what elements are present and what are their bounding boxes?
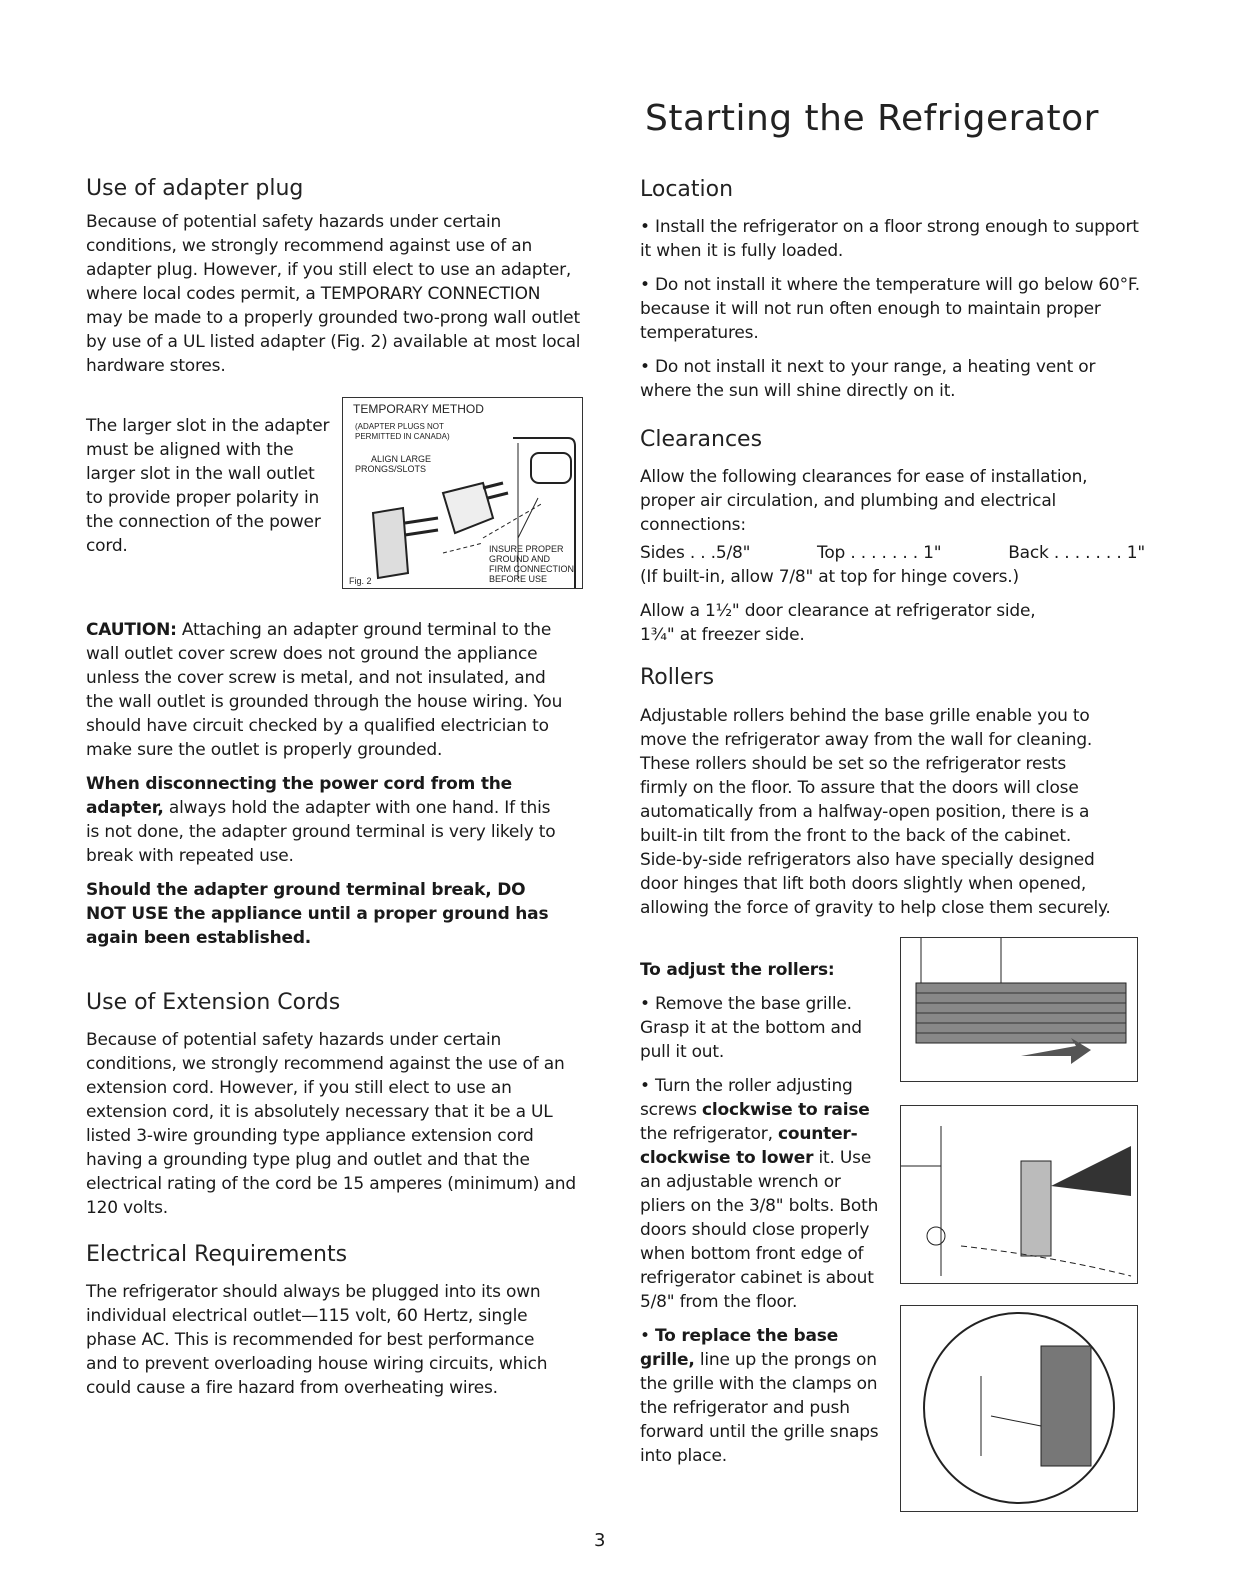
step-text: Remove the base grille. Grasp it at the bottom and pull it out.: [640, 994, 862, 1062]
heading-extension-cords: Use of Extension Cords: [86, 990, 341, 1015]
bullet-text: Do not install it next to your range, a heating vent or where the sun will shine directly on it.: [640, 357, 1096, 401]
figure-note: (ADAPTER PLUGS NOT: [355, 422, 444, 431]
adjust-heading: [640, 958, 890, 982]
clearance-sides: Sides . . .5/8": [640, 543, 751, 563]
heading-rollers: Rollers: [640, 665, 715, 690]
disconnect-paragraph: [86, 772, 566, 868]
step-text: the refrigerator,: [640, 1124, 778, 1144]
clearances-intro: Allow the following clearances for ease of installation, proper air circulation, and plumbing and electrical connections:: [640, 467, 1088, 535]
list-item: • Turn the roller adjusting screws clockwise to raise the refrigerator, counter-clockwise to lower it. Use an adjustable wrench or pliers on the 3/8" bolts. Both doors should close properly when bottom front edge of refrigerator cabinet is about 5/8" from the floor.: [640, 1076, 879, 1312]
figure-label: FIRM CONNECTION: [489, 564, 574, 574]
adapter-paragraph: Because of potential safety hazards under certain conditions, we strongly recommend against use of an adapter plug. However, if you still elect to use an adapter, where local codes permit, a TEMPORARY CONNECTION may be made to a properly grounded two-prong wall outlet by use of a UL listed adapter (Fig. 2) available at most local hardware stores.: [86, 212, 581, 376]
list-item: • Do not install it next to your range, a heating vent or where the sun will shine directly on it.: [640, 357, 1096, 401]
extension-paragraph: Because of potential safety hazards under certain conditions, we strongly recommend against the use of an extension cord. However, if you still elect to use an extension cord, it is absolutely necessary that it be a UL listed 3-wire grounding type appliance extension cord having a grounding type plug and outlet and that the electrical rating of the cord be 15 amperes (minimum) and 120 volts.: [86, 1030, 576, 1218]
rollers-paragraph: Adjustable rollers behind the base grille enable you to move the refrigerator away from the wall for cleaning. These rollers should be set so the refrigerator rests firmly on the floor. To assure that the doors will close automatically from a halfway-open position, there is a built-in tilt from the front to the back of the cabinet. Side-by-side refrigerators also have specially designed door hinges that lift both doors slightly when opened, allowing the force of gravity to help close them securely.: [640, 706, 1111, 918]
clearance-top: Top . . . . . . . 1": [817, 543, 942, 563]
electrical-paragraph: The refrigerator should always be plugged into its own individual electrical outlet—115 volt, 60 Hertz, single phase AC. This is recommended for best performance and to prevent overloading house wiring circuits, which could cause a fire hazard from overheating wires.: [86, 1282, 548, 1398]
warning-text: Should the adapter ground terminal break, DO NOT USE the appliance until a proper ground has again been established.: [86, 880, 549, 948]
figure-label: PRONGS/SLOTS: [355, 464, 427, 474]
heading-adapter-plug: Use of adapter plug: [86, 176, 304, 201]
list-item: • Do not install it where the temperature will go below 60°F. because it will not run often enough to maintain proper temperatures.: [640, 275, 1140, 343]
list-item: • Install the refrigerator on a floor strong enough to support it when it is fully loaded.: [640, 217, 1139, 261]
location-list: [640, 215, 1140, 413]
figure-label: ALIGN LARGE: [371, 454, 432, 464]
step-text: it. Use an adjustable wrench or pliers on the 3/8" bolts. Both doors should close properly when bottom front edge of refrigerator cabinet is about 5/8" from the floor.: [640, 1148, 879, 1312]
replace-grille-illustration: [900, 1305, 1138, 1512]
figure-label: GROUND AND: [489, 554, 551, 564]
page-number: 3: [594, 1530, 606, 1551]
disconnect-bold: When disconnecting the power cord from the adapter,: [86, 774, 512, 818]
slot-paragraph: The larger slot in the adapter must be aligned with the larger slot in the wall outlet to provide proper polarity in the connection of the power cord.: [86, 416, 330, 556]
step-text: line up the prongs on the grille with the clamps on the refrigerator and push forward until the grille snaps into place.: [640, 1350, 879, 1466]
heading-electrical: Electrical Requirements: [86, 1242, 348, 1267]
heading-location: Location: [640, 177, 734, 202]
step-bold: clockwise to raise: [702, 1100, 870, 1120]
clearances-block: [640, 465, 1145, 657]
caution-label: CAUTION:: [86, 620, 177, 640]
bullet-text: Install the refrigerator on a floor strong enough to support it when it is fully loaded.: [640, 217, 1139, 261]
figure-label: INSURE PROPER: [489, 544, 564, 554]
warning-paragraph: [86, 878, 566, 950]
heading-clearances: Clearances: [640, 427, 763, 452]
disconnect-text: always hold the adapter with one hand. If this is not done, the adapter ground terminal is very likely to break with repeated use.: [86, 798, 556, 866]
caution-paragraph: [86, 618, 566, 762]
adjust-heading-text: To adjust the rollers:: [640, 960, 835, 980]
bullet-text: Do not install it where the temperature will go below 60°F. because it will not run often enough to maintain proper temperatures.: [640, 275, 1140, 343]
step-bold: To replace the base grille,: [640, 1326, 839, 1370]
figure-title: TEMPORARY METHOD: [353, 402, 484, 416]
figure-note: PERMITTED IN CANADA): [355, 432, 450, 441]
adapter-figure: [342, 397, 583, 589]
remove-grille-illustration: [900, 937, 1138, 1082]
list-item: • To replace the base grille, line up the prongs on the grille with the clamps on the refrigerator and push forward until the grille snaps into place.: [640, 1326, 879, 1466]
page-title: Starting the Refrigerator: [645, 98, 1099, 139]
list-item: • Remove the base grille. Grasp it at the bottom and pull it out.: [640, 994, 862, 1062]
figure-caption: Fig. 2: [349, 576, 372, 586]
clearance-back: Back . . . . . . . 1": [1008, 543, 1145, 563]
figure-label: BEFORE USE: [489, 574, 548, 584]
step-text: Turn the roller adjusting screws: [640, 1076, 853, 1120]
clearance-values: [640, 541, 1145, 565]
adjust-rollers-steps: [640, 958, 890, 1478]
builtin-note: (If built-in, allow 7/8" at top for hinge covers.): [640, 567, 1019, 587]
caution-block: [86, 618, 566, 960]
step-bold: counter-clockwise to lower: [640, 1124, 858, 1168]
caution-text: Attaching an adapter ground terminal to the wall outlet cover screw does not ground the appliance unless the cover screw is metal, and not insulated, and the wall outlet is grounded through the house wiring. You should have circuit checked by a qualified electrician to make sure the outlet is properly grounded.: [86, 620, 563, 760]
adjust-roller-illustration: [900, 1105, 1138, 1284]
door-clearance: Allow a 1½" door clearance at refrigerator side, 1¾" at freezer side.: [640, 601, 1036, 645]
